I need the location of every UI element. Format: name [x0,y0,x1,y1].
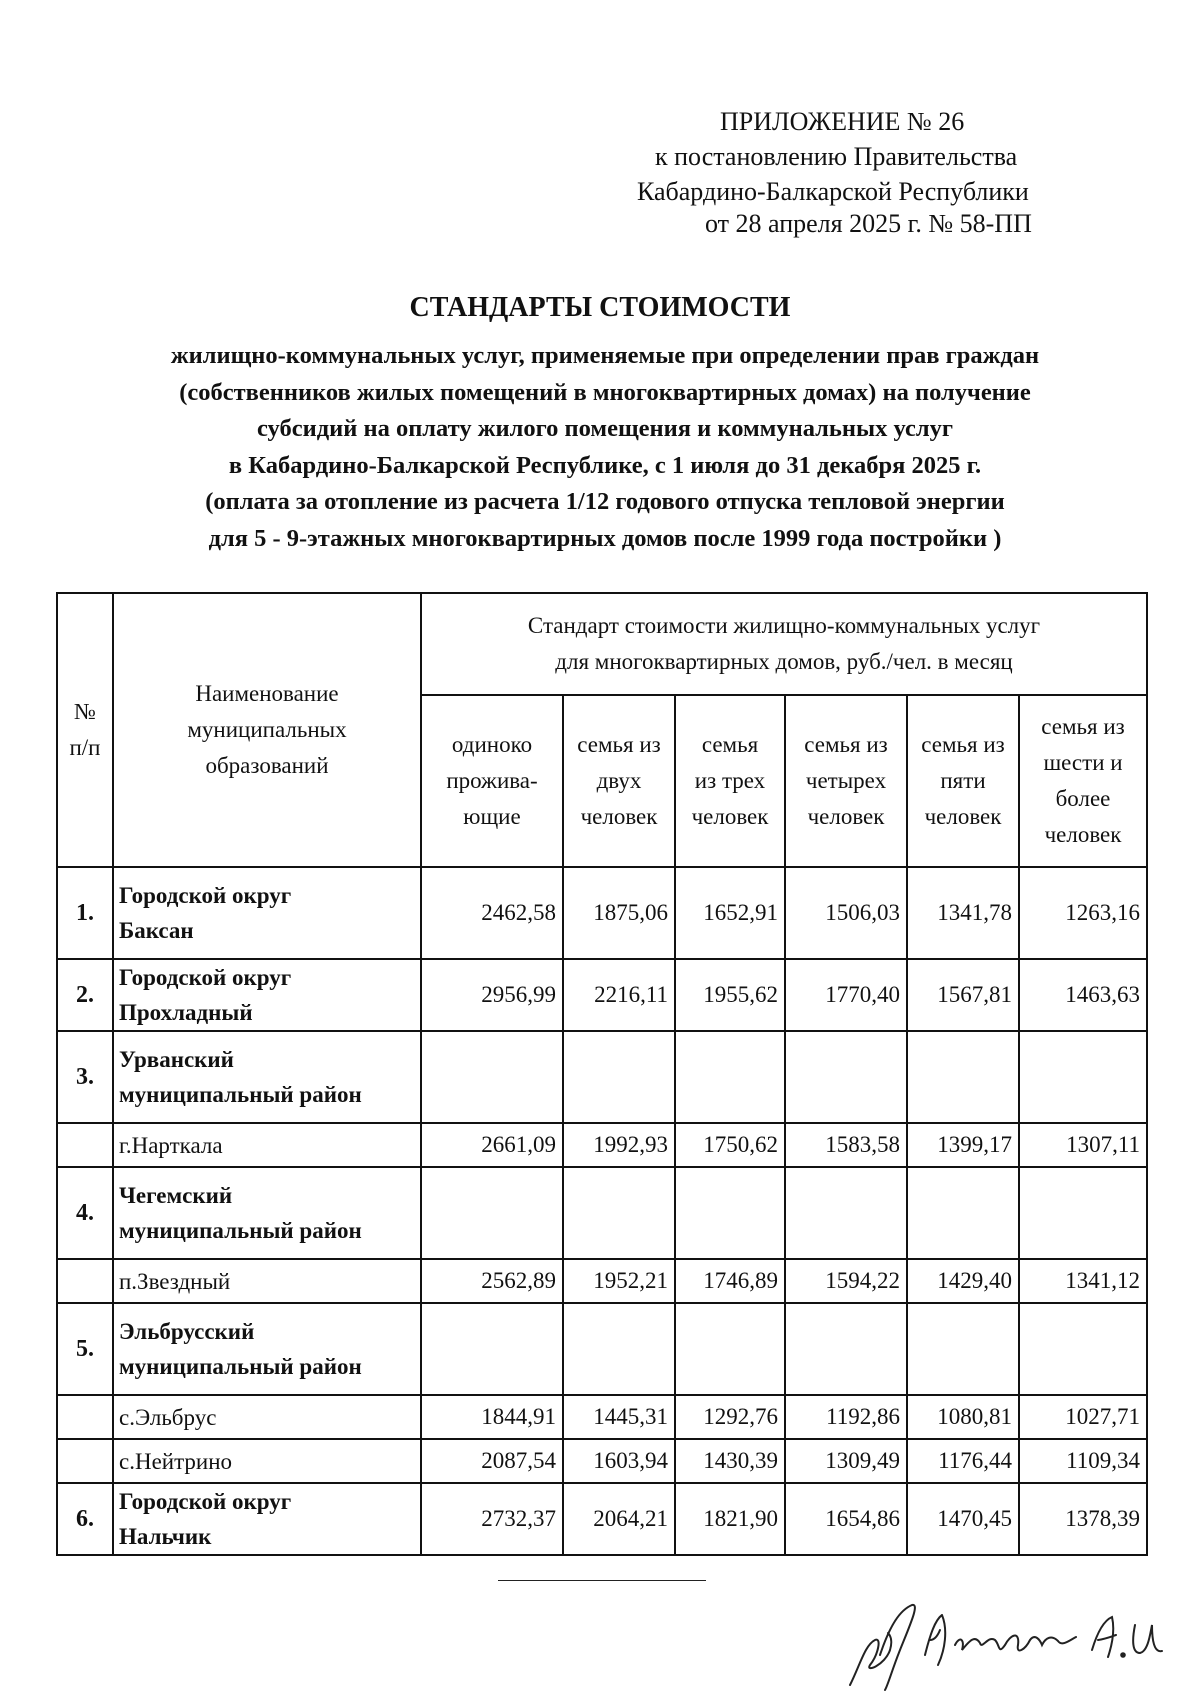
appendix-line-1: к постановлению Правительства [655,142,1018,171]
row-number [57,1395,113,1439]
subheader-household-5 [907,695,1019,867]
cost-value: 1378,39 [1019,1483,1147,1555]
row-number: 4. [57,1167,113,1259]
appendix-number: ПРИЛОЖЕНИЕ № 26 [720,107,965,136]
cost-value [563,1167,675,1259]
table-row [57,959,1147,1031]
cost-value: 2064,21 [563,1483,675,1555]
row-number [57,1123,113,1167]
header-number-line: № [74,699,96,724]
cost-value: 2956,99 [421,959,563,1031]
municipality-name-line: Баксан [119,918,194,943]
cost-value: 1263,16 [1019,867,1147,959]
header-number-line: п/п [69,735,101,760]
cost-value: 2661,09 [421,1123,563,1167]
appendix-header [560,104,1120,239]
header-number [57,593,113,867]
municipality-name [113,1395,421,1439]
cost-value: 1594,22 [785,1259,907,1303]
cost-value: 1821,90 [675,1483,785,1555]
row-number: 5. [57,1303,113,1395]
municipality-name [113,1439,421,1483]
subtitle-line: (оплата за отопление из расчета 1/12 годового отпуска тепловой энергии [205,488,1005,515]
separator-line [498,1580,706,1581]
subheader-line: четырех [805,768,887,793]
cost-value [421,1303,563,1395]
subtitle-line: (собственников жилых помещений в многоквартирных домах) на получение [179,378,1031,406]
cost-value [675,1303,785,1395]
subheader-line: пяти [940,768,986,793]
cost-value: 1746,89 [675,1259,785,1303]
subheader-line: одиноко [451,732,533,757]
municipality-name-line: Городской округ [119,1489,292,1514]
municipality-name-line: г.Нарткала [119,1132,223,1158]
municipality-name [113,867,421,959]
subheader-line: человек [580,804,658,829]
cost-value: 1341,78 [907,867,1019,959]
municipality-name-line: с.Эльбрус [119,1404,217,1430]
subheader-household-2 [563,695,675,867]
subheader-household-6 [1019,695,1147,867]
municipality-name [113,1031,421,1123]
appendix-line-2: Кабардино-Балкарской Республики [637,177,1029,206]
cost-value: 2087,54 [421,1439,563,1483]
subtitle-line: жилищно-коммунальных услуг, применяемые при определении прав граждан [170,342,1040,369]
cost-value: 1955,62 [675,959,785,1031]
subheader-line: из трех [694,768,766,793]
cost-value: 1470,45 [907,1483,1019,1555]
cost-value [563,1031,675,1123]
cost-value [675,1167,785,1259]
table-row [57,1439,1147,1483]
municipality-name [113,1259,421,1303]
cost-value: 1463,63 [1019,959,1147,1031]
municipality-name-line: муниципальный район [119,1082,362,1107]
cost-value: 2732,37 [421,1483,563,1555]
document-subtitle [40,338,1170,557]
row-number: 1. [57,867,113,959]
cost-value: 1567,81 [907,959,1019,1031]
table-row [57,867,1147,959]
row-number: 6. [57,1483,113,1555]
cost-value [907,1303,1019,1395]
cost-value: 1875,06 [563,867,675,959]
table-row [57,1395,1147,1439]
cost-value [907,1031,1019,1123]
cost-value [421,1031,563,1123]
cost-value: 1027,71 [1019,1395,1147,1439]
municipality-name-line: п.Звездный [119,1268,231,1294]
subheader-line: семья из [804,732,888,757]
cost-value: 1652,91 [675,867,785,959]
subheader-line: человек [1044,822,1122,847]
municipality-name-line: Городской округ [119,965,292,990]
cost-value: 1770,40 [785,959,907,1031]
row-number: 2. [57,959,113,1031]
cost-value: 1583,58 [785,1123,907,1167]
cost-value [1019,1167,1147,1259]
cost-value: 1844,91 [421,1395,563,1439]
municipality-name-line: Городской округ [119,883,292,908]
subheader-line: шести и [1043,750,1123,775]
subheader-household-3 [675,695,785,867]
handwritten-signature [830,1595,1180,1695]
cost-value: 1109,34 [1019,1439,1147,1483]
table-row [57,1123,1147,1167]
municipality-name-line: муниципальный район [119,1218,362,1243]
table-row [57,1167,1147,1259]
subheader-line: прожива- [446,768,538,793]
cost-value: 1399,17 [907,1123,1019,1167]
header-cost-standard-line: Стандарт стоимости жилищно-коммунальных услуг [527,613,1041,638]
cost-value: 1992,93 [563,1123,675,1167]
subheader-line: семья из [577,732,661,757]
cost-value: 1430,39 [675,1439,785,1483]
subheader-household-1 [421,695,563,867]
header-cost-standard [421,593,1147,695]
cost-value [1019,1031,1147,1123]
cost-value: 1603,94 [563,1439,675,1483]
cost-value: 1192,86 [785,1395,907,1439]
table-row [57,1483,1147,1555]
cost-value: 1080,81 [907,1395,1019,1439]
appendix-line-3: от 28 апреля 2025 г. № 58-ПП [705,209,1032,238]
cost-value: 1952,21 [563,1259,675,1303]
table-row [57,1031,1147,1123]
document-title: СТАНДАРТЫ СТОИМОСТИ [409,292,791,323]
municipality-name-line: Прохладный [119,1000,253,1025]
table-row [57,1303,1147,1395]
subheader-line: человек [807,804,885,829]
cost-value: 1750,62 [675,1123,785,1167]
cost-value: 1341,12 [1019,1259,1147,1303]
municipality-name-line: Эльбрусский [119,1319,255,1344]
cost-value [563,1303,675,1395]
header-municipality-line: образований [205,753,329,778]
row-number [57,1259,113,1303]
municipality-name-line: Чегемский [119,1183,233,1208]
cost-value [785,1167,907,1259]
cost-value: 1292,76 [675,1395,785,1439]
subheader-line: более [1055,786,1111,811]
municipality-name-line: муниципальный район [119,1354,362,1379]
cost-value: 2216,11 [563,959,675,1031]
cost-value: 1307,11 [1019,1123,1147,1167]
row-number: 3. [57,1031,113,1123]
municipality-name-line: Урванский [119,1047,234,1072]
cost-value: 1309,49 [785,1439,907,1483]
cost-value [421,1167,563,1259]
subheader-line: человек [691,804,769,829]
municipality-name [113,959,421,1031]
subheader-line: ющие [463,804,521,829]
table-row [57,1259,1147,1303]
subtitle-line: в Кабардино-Балкарской Республике, с 1 июля до 31 декабря 2025 г. [228,451,982,479]
subtitle-line: субсидий на оплату жилого помещения и коммунальных услуг [256,415,953,442]
row-number [57,1439,113,1483]
cost-value: 1176,44 [907,1439,1019,1483]
municipality-name-line: Нальчик [119,1524,212,1549]
subheader-household-4 [785,695,907,867]
subheader-line: семья из [1041,714,1125,739]
municipality-name [113,1483,421,1555]
cost-value [675,1031,785,1123]
cost-value [785,1303,907,1395]
municipality-name [113,1303,421,1395]
cost-value [785,1031,907,1123]
subheader-line: семья из [921,732,1005,757]
subtitle-line: для 5 - 9-этажных многоквартирных домов после 1999 года постройки ) [208,524,1002,552]
cost-value: 1506,03 [785,867,907,959]
cost-value: 1445,31 [563,1395,675,1439]
cost-value: 2562,89 [421,1259,563,1303]
municipality-name [113,1167,421,1259]
subheader-line: семья [701,732,759,757]
subheader-line: двух [596,768,642,793]
cost-value [1019,1303,1147,1395]
municipality-name [113,1123,421,1167]
cost-value [907,1167,1019,1259]
header-municipality [113,593,421,867]
header-municipality-line: муниципальных [187,717,347,742]
cost-value: 1429,40 [907,1259,1019,1303]
header-municipality-line: Наименование [195,681,339,706]
cost-standards-table [56,592,1148,1556]
header-cost-standard-line: для многоквартирных домов, руб./чел. в месяц [555,649,1013,674]
cost-value: 1654,86 [785,1483,907,1555]
municipality-name-line: с.Нейтрино [119,1448,233,1474]
subheader-line: человек [924,804,1002,829]
cost-value: 2462,58 [421,867,563,959]
